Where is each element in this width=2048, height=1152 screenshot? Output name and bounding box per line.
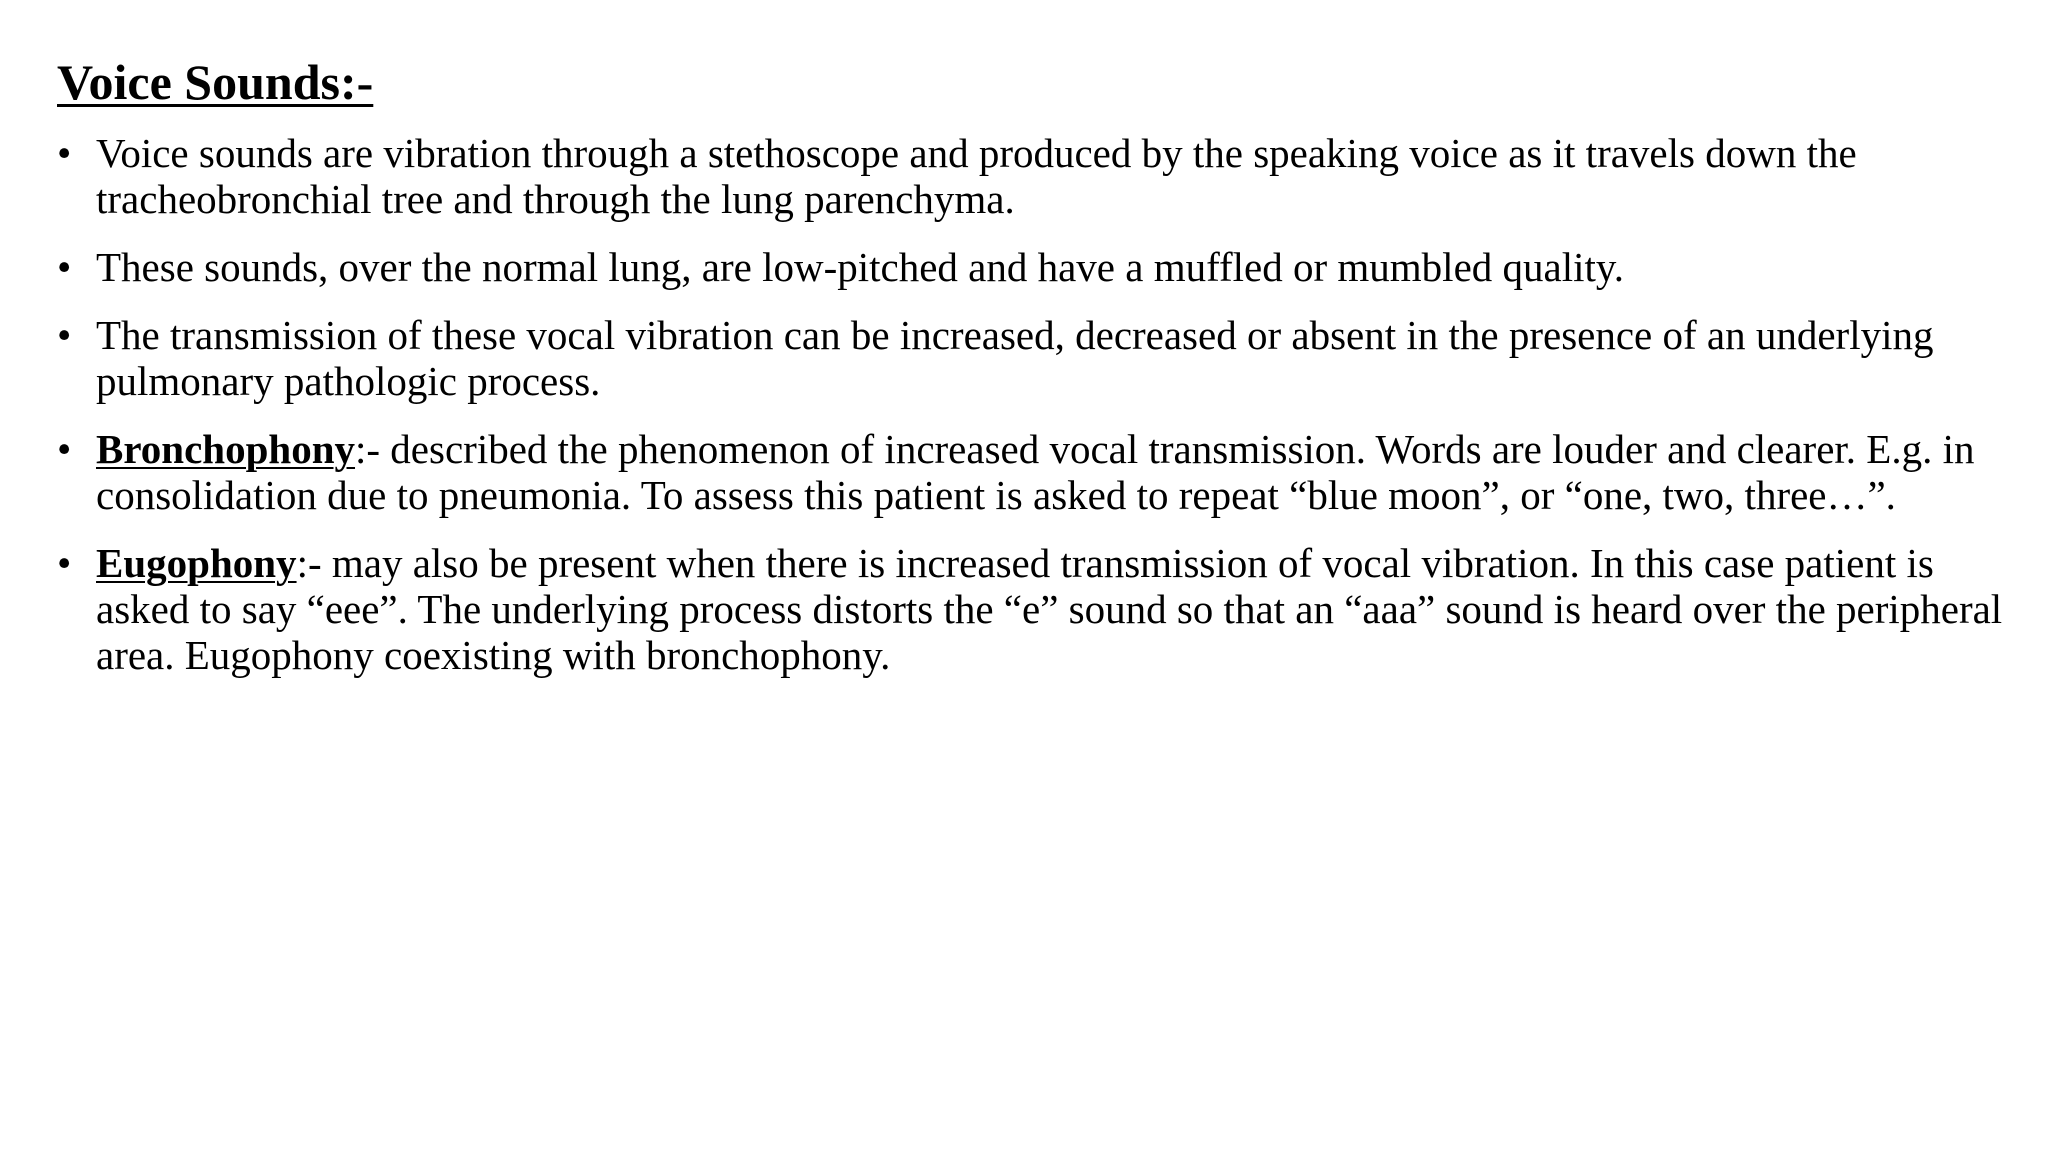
bullet-text: :- may also be present when there is increased transmission of vocal vibration. In this case patient is asked to say “eee”. The underlying process distorts the “e” sound so that an “aaa” sound is heard over the peripheral area. Eugophony coexisting with bronchophony. bbox=[96, 540, 2003, 678]
bullet-list bbox=[57, 130, 2007, 700]
term-bronchophony: Bronchophony bbox=[96, 426, 356, 472]
bullet-item-transmission bbox=[57, 312, 2007, 404]
bullet-text: Voice sounds are vibration through a stethoscope and produced by the speaking voice as it travels down the tracheobronchial tree and through the lung parenchyma. bbox=[96, 130, 1857, 222]
bullet-item-bronchophony bbox=[57, 426, 2007, 518]
term-eugophony: Eugophony bbox=[96, 540, 297, 586]
bullet-text: These sounds, over the normal lung, are low-pitched and have a muffled or mumbled quality. bbox=[96, 244, 1624, 290]
bullet-item-normal-lung bbox=[57, 244, 2007, 290]
slide-title: Voice Sounds:- bbox=[57, 54, 374, 110]
bullet-item-voice-sounds bbox=[57, 130, 2007, 222]
bullet-dot-icon: • bbox=[57, 130, 72, 176]
bullet-text: The transmission of these vocal vibration can be increased, decreased or absent in the presence of an underlying pulmonary pathologic process. bbox=[96, 312, 1934, 404]
bullet-item-eugophony bbox=[57, 540, 2007, 678]
bullet-dot-icon: • bbox=[57, 312, 72, 358]
bullet-dot-icon: • bbox=[57, 244, 72, 290]
bullet-dot-icon: • bbox=[57, 540, 72, 586]
bullet-dot-icon: • bbox=[57, 426, 72, 472]
bullet-text: :- described the phenomenon of increased vocal transmission. Words are louder and clearer. E.g. in consolidation due to pneumonia. To assess this patient is asked to repeat “blue moon”, or “one, two, three…”. bbox=[96, 426, 1975, 518]
